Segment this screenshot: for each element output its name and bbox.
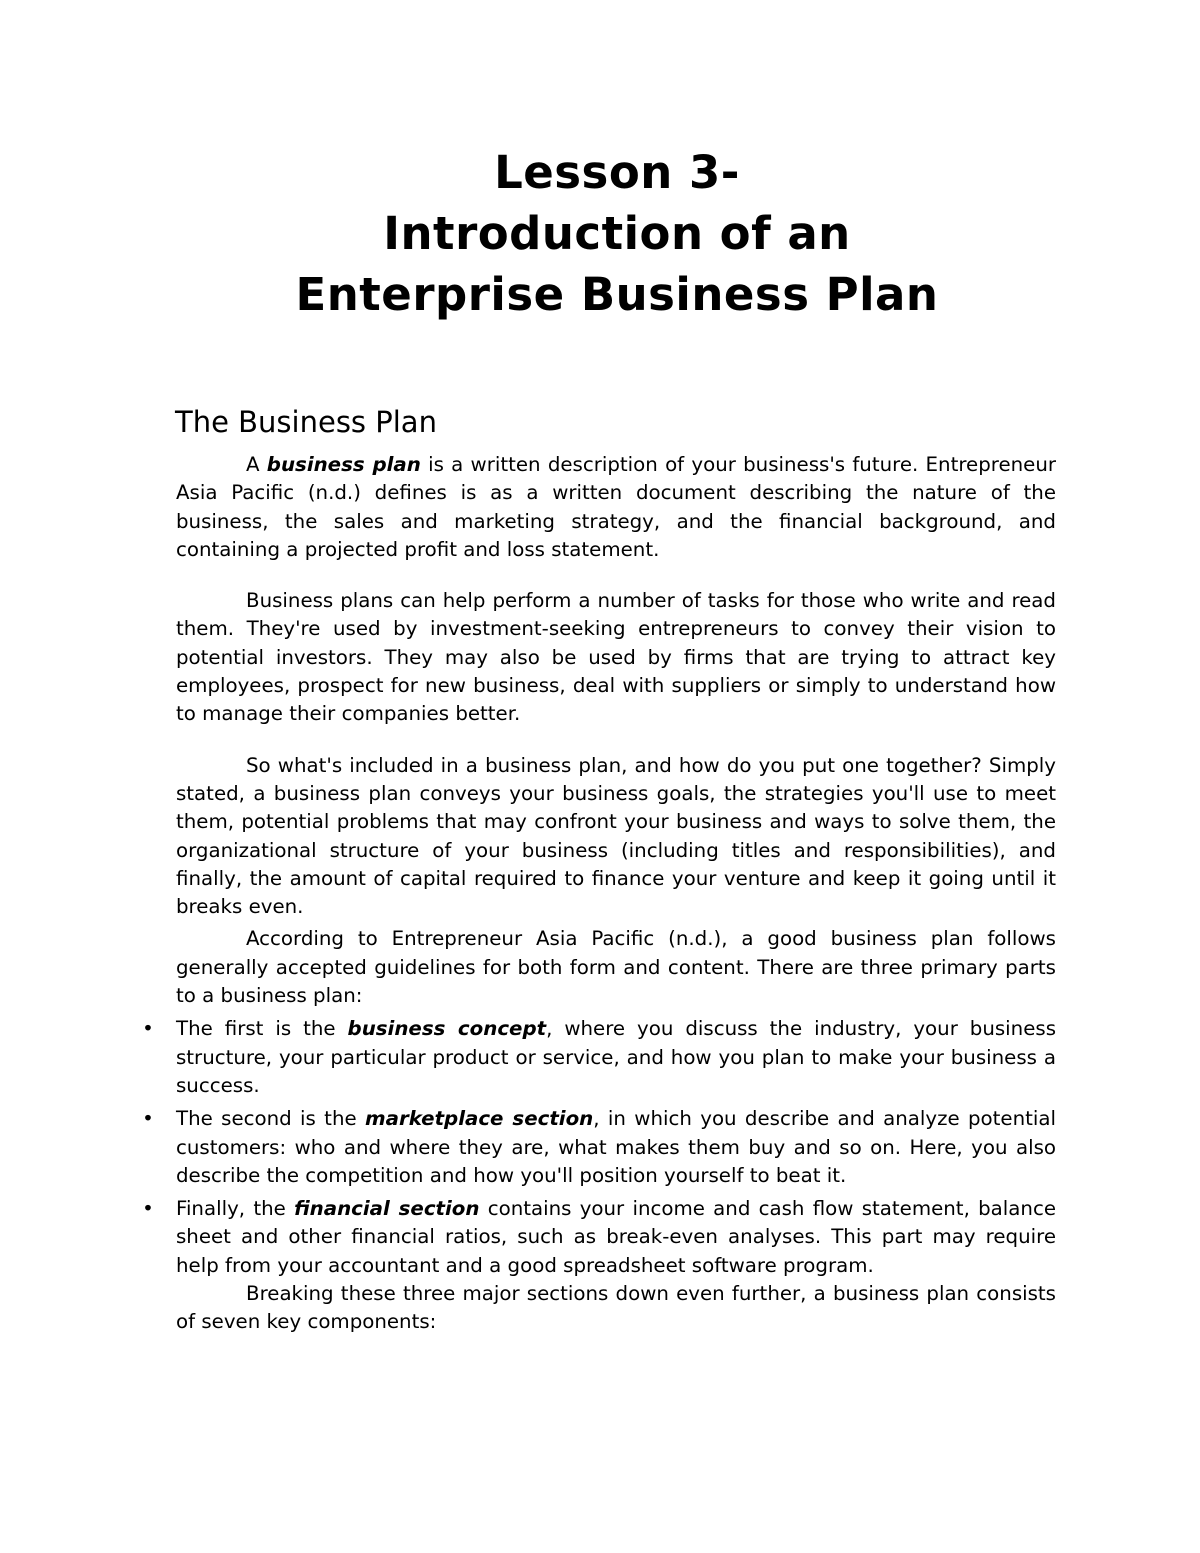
bullet-3-lead: Finally, the — [176, 1197, 295, 1221]
bullet-icon: • — [142, 1197, 154, 1221]
document-body — [142, 451, 1057, 1337]
paragraph-gap — [176, 729, 1056, 752]
term-business-concept: business concept — [347, 1017, 547, 1041]
list-item — [142, 1195, 1056, 1280]
title-line-3: Enterprise Business Plan — [295, 268, 939, 321]
paragraph-gap — [176, 564, 1056, 587]
bullet-icon: • — [142, 1107, 154, 1131]
bullet-1-lead: The first is the — [176, 1017, 348, 1041]
bullet-1-rest: , where you discuss the industry, your business structure, your particular product or service, and how you plan to make your business a success. — [176, 1017, 1057, 1097]
bullet-icon: • — [142, 1017, 154, 1041]
paragraph-3: So what's included in a business plan, and how do you put one together? Simply stated, a business plan conveys your business goals, the strategies you'll use to meet them, potential problems that may confront your business and ways to solve them, the organizational structure of your business (including titles and responsibilities), and finally, the amount of capital required to finance your venture and keep it going until it breaks even. — [176, 753, 1056, 919]
paragraph-4: According to Entrepreneur Asia Pacific (n.d.), a good business plan follows generally accepted guidelines for both form and content. There are three primary parts to a business plan: — [176, 927, 1056, 1008]
term-marketplace-section: marketplace section — [365, 1107, 594, 1131]
paragraph-5: Breaking these three major sections down even further, a business plan consists of seven key components: — [176, 1282, 1056, 1334]
term-financial-section: financial section — [294, 1197, 480, 1221]
section-heading: The Business Plan — [175, 405, 437, 439]
bullet-3-rest: contains your income and cash flow statement, balance sheet and other financial ratios, such as break-even analyses. This part may require help from your accountant and a good spreadsheet software program. — [176, 1197, 1056, 1277]
bullet-2-rest: , in which you describe and analyze potential customers: who and where they are, what makes them buy and so on. Here, you also describe the competition and how you'll position yourself to beat it. — [176, 1107, 1056, 1187]
title-line-2: Introduction of an — [383, 207, 851, 260]
primary-parts-list — [142, 1015, 1057, 1280]
paragraph-1 — [176, 451, 1056, 564]
paragraph-1-lead: A — [246, 453, 267, 476]
title-line-1: Lesson 3- — [494, 146, 740, 199]
document-title — [0, 142, 1200, 325]
bullet-2-lead: The second is the — [176, 1107, 365, 1131]
paragraph-1-rest: is a written description of your business's future. Entrepreneur Asia Pacific (n.d.) defines is as a written document describing the nature of the business, the sales and marketing strategy, and the financial background, and containing a projected profit and loss statement. — [176, 453, 1056, 561]
paragraph-2: Business plans can help perform a number of tasks for those who write and read them. They're used by investment-seeking entrepreneurs to convey their vision to potential investors. They may also be used by firms that are trying to attract key employees, prospect for new business, deal with suppliers or simply to understand how to manage their companies better. — [176, 589, 1056, 726]
list-item — [142, 1105, 1056, 1190]
term-business-plan: business plan — [266, 453, 421, 476]
list-item — [142, 1015, 1057, 1100]
